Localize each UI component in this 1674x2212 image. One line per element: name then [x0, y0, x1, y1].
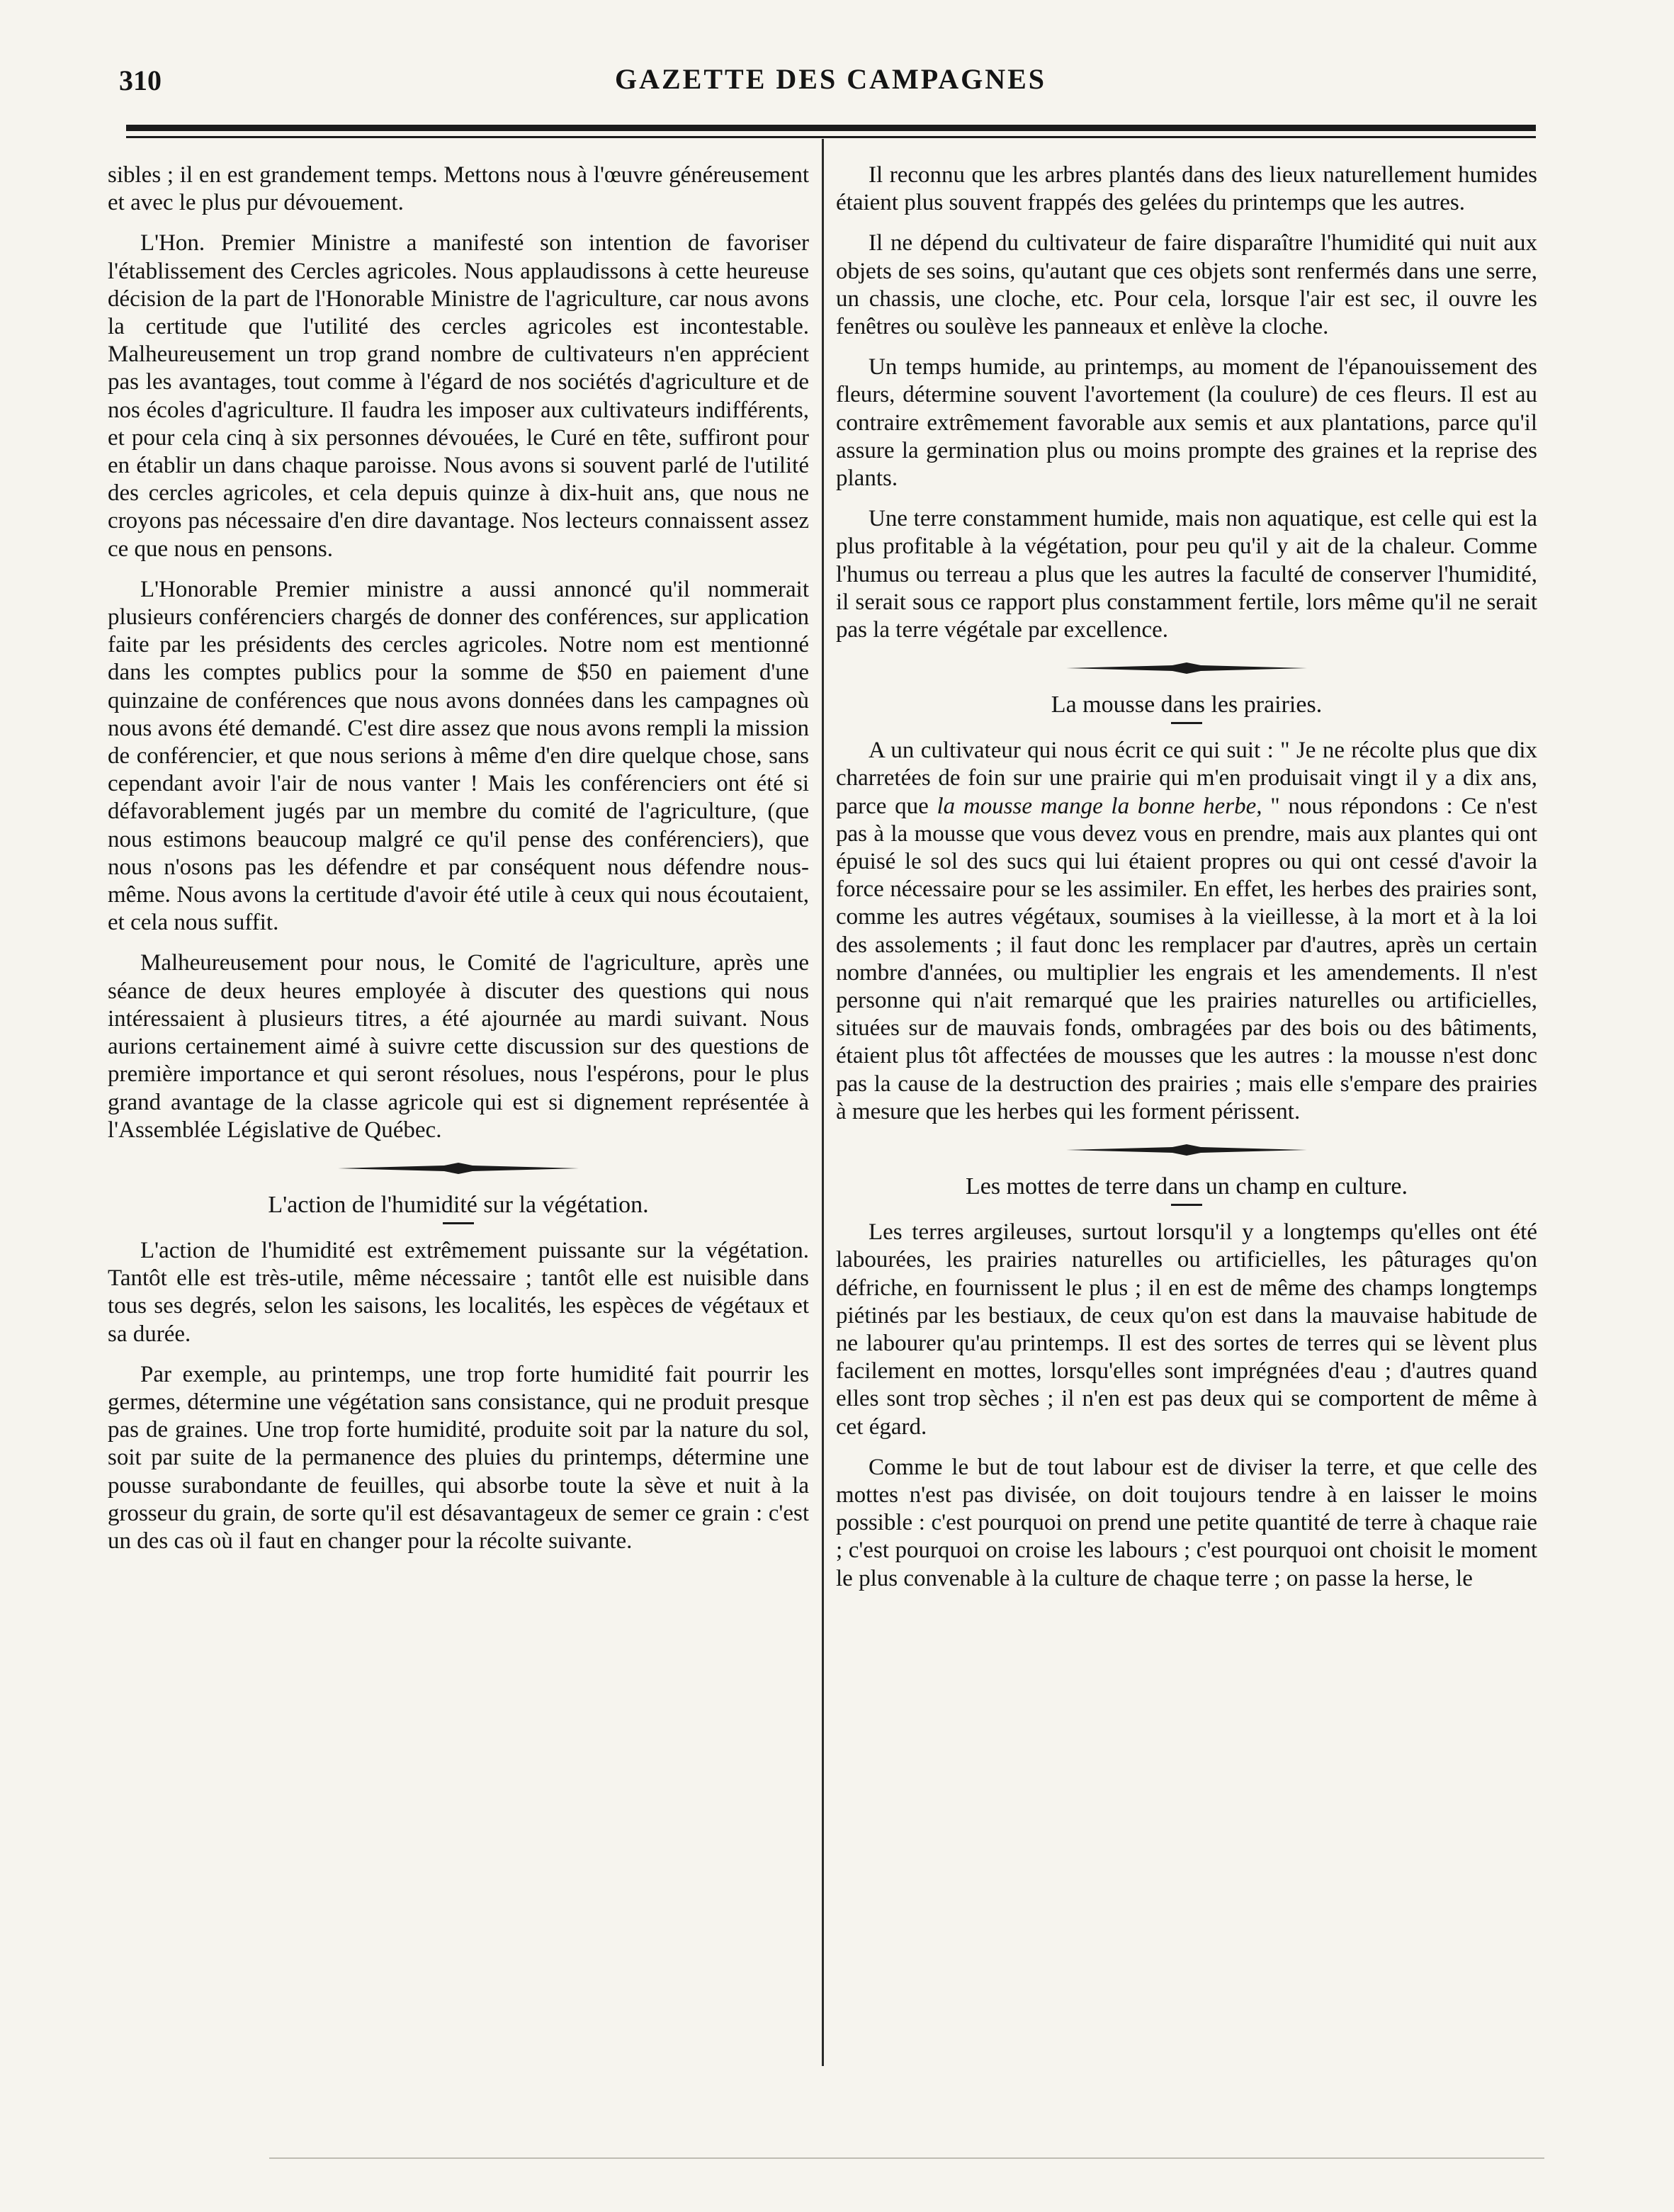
- quoted-phrase: la mousse mange la bonne herbe,: [937, 793, 1262, 819]
- section-title: L'action de l'humidité sur la végétation.: [268, 1191, 649, 1218]
- paragraph: Il reconnu que les arbres plantés dans des lieux naturellement humides étaient plus souvent frappés des gelées du printemps que les autres.: [836, 162, 1537, 216]
- paragraph: Comme le but de tout labour est de diviser la terre, et que celle des mottes n'est pas divisée, on doit toujours tendre à en laisser le moins possible : c'est pourquoi on prend une petite quantité de terre à chaque raie ; c'est pourquoi on croise les labours ; c'est pourquoi ont choisit le moment le plus convenable à la culture de chaque terre ; on passe la herse, le: [836, 1454, 1537, 1591]
- header-rule-thick: [126, 125, 1536, 131]
- section-header-humidite: [108, 1160, 809, 1224]
- paragraph: L'Hon. Premier Ministre a manifesté son intention de favoriser l'établissement des Cercles agricoles. Nous applaudissons à cette heureuse décision de la part de l'Honorable Ministre de l'agriculture, car nous avons la certitude que l'utilité des cercles agricoles est incontestable. Malheureusement un trop grand nombre de cultivateurs n'en apprécient pas les avantages, tout comme à l'égard de nos sociétés d'agriculture et de nos écoles d'agriculture. Il faudra les imposer aux cultivateurs indifférents, et pour cela cinq à six personnes dévouées, le Curé en tête, suffiront pour en établir un dans chaque paroisse. Nous avons si souvent parlé de l'utilité des cercles agricoles, et cela depuis quinze à dix-huit ans, que nous ne croyons pas nécessaire d'en dire davantage. Nos lecteurs connaissent assez ce que nous en pensons.: [108, 230, 809, 562]
- running-title: GAZETTE DES CAMPAGNES: [615, 63, 1047, 95]
- header-rule-thin: [126, 136, 1536, 138]
- paragraph: Par exemple, au printemps, une trop forte humidité fait pourrir les germes, détermine une végétation sans consistance, qui ne produit presque pas de graines. Une trop forte humidité, produite soit par la nature du sol, soit par suite de la permanence des pluies du printemps, détermine une pousse surabondante de feuilles, qui absorbe toute la sève et nuit à la grosseur du grain, de sorte qu'il est désavantageux de semer ce grain : c'est un des cas où il faut en changer pour la récolte suivante.: [108, 1361, 809, 1554]
- paragraph: Il ne dépend du cultivateur de faire disparaître l'humidité qui nuit aux objets de ses soins, qu'autant que ces objets sont renfermés dans une serre, un chassis, une cloche, etc. Pour cela, lorsque l'air est sec, il ouvre les fenêtres ou soulève les panneaux et enlève la cloche.: [836, 230, 1537, 340]
- paragraph: Un temps humide, au printemps, au moment de l'épanouissement des fleurs, détermine souvent l'avortement (la coulure) de ces fleurs. Il est au contraire extrêmement favorable aux semis et aux plantations, parce qu'il assure la germination plus ou moins prompte des graines et la reprise des plants.: [836, 354, 1537, 492]
- section-title: Les mottes de terre dans un champ en culture.: [965, 1173, 1408, 1200]
- paragraph: [836, 737, 1537, 1126]
- paragraph: Malheureusement pour nous, le Comité de l'agriculture, après une séance de deux heures employée à discuter des questions qui nous intéressaient à plusieurs titres, a été ajournée au mardi suivant. Nous aurions certainement aimé à suivre cette discussion sur des questions de première importance et qui seront résolues, nous l'espérons, pour le plus grand avantage de la classe agricole qui est si dignement représentée à l'Assemblée Législative de Québec.: [108, 950, 809, 1143]
- paragraph: L'action de l'humidité est extrêmement puissante sur la végétation. Tantôt elle est très-utile, même nécessaire ; tantôt elle est nuisible dans tous ses degrés, selon les saisons, les localités, les espèces de végétaux et sa durée.: [108, 1237, 809, 1347]
- right-column: [836, 162, 1537, 1606]
- section-separator: [836, 1141, 1537, 1163]
- section-title: La mousse dans les prairies.: [1051, 692, 1323, 718]
- section-header-mottes: [836, 1141, 1537, 1206]
- title-dash: [1171, 722, 1202, 724]
- title-dash: [1171, 1204, 1202, 1206]
- paragraph-text: " nous répondons : Ce n'est pas à la mousse que vous devez vous en prendre, mais aux plantes qui ont épuisé le sol des sucs qui lui étaient propres ou qui ont cessé d'avoir la force nécessaire pour se les assimiler. En effet, les herbes des prairies sont, comme les autres végétaux, soumises à la vieillesse, à la mort et à la loi des assolements ; il faut donc les remplacer par d'autres, après un certain nombre d'années, ou multiplier les engrais et les amendements. Il n'est personne qui n'ait remarqué que les prairies naturelles ou artificielles, situées sur de mauvais fonds, ombragées par des bois ou des bâtiments, étaient plus tôt affectées de mousses que les autres : la mousse n'est donc pas la cause de la destruction des prairies ; mais elle s'empare des prairies à mesure que les herbes qui les forment périssent.: [836, 793, 1538, 1124]
- paragraph-text: A un cultivateur qui nous écrit ce qui suit : " Je ne récolte plus que dix charretées de foin sur une prairie qui m'en produisait vingt il y a dix ans, parce que: [836, 738, 1537, 819]
- paragraph: Les terres argileuses, surtout lorsqu'il y a longtemps qu'elles ont été labourées, les prairies naturelles ou artificielles, les pâturages qu'on défriche, en fournissent le plus ; il en est de même des champs longtemps piétinés par les bestiaux, de ceux qu'on est dans la mauvaise habitude de ne labourer qu'au printemps. Il est des sortes de terres qui se lèvent plus facilement en mottes, lorsqu'elles sont imprégnées d'eau ; d'autres quand elles sont trop sèches ; il n'en est pas deux qui se comportent de même à cet égard.: [836, 1219, 1537, 1440]
- page-number: 310: [119, 64, 162, 96]
- paragraph: Une terre constamment humide, mais non aquatique, est celle qui est la plus profitable à la végétation, pour peu qu'il y ait de la chaleur. Comme l'humus ou terreau a plus que les autres la faculté de conserver l'humidité, il serait sous ce rapport plus constamment fertile, lors même qu'il ne serait pas la terre végétale par excellence.: [836, 506, 1537, 643]
- left-column: [108, 162, 809, 1568]
- column-divider: [822, 139, 824, 2066]
- title-dash: [443, 1222, 474, 1224]
- section-header-mousse: [836, 660, 1537, 724]
- bottom-rule: [269, 2157, 1544, 2159]
- section-separator: [108, 1160, 809, 1181]
- paragraph: L'Honorable Premier ministre a aussi annoncé qu'il nommerait plusieurs conférenciers chargés de donner des conférences, sur application faite par les présidents des cercles agricoles. Notre nom est mentionné dans les comptes publics pour la somme de $50 en paiement d'une quinzaine de conférences que nous avons données dans les campagnes où nous avons été demandé. C'est dire assez que nous avons rempli la mission de conférencier, et que nous serions à même d'en dire quelque chose, sans cependant avoir l'air de nous vanter ! Mais les conférenciers ont été si défavorablement jugés par un membre du comité de l'agriculture, (que nous estimons beaucoup malgré ce qu'il pense des conférenciers), que nous n'osons pas les défendre et par conséquent nous défendre nous-même. Nous avons la certitude d'avoir été utile à ceux qui nous écoutaient, et cela nous suffit.: [108, 576, 809, 936]
- paragraph: sibles ; il en est grandement temps. Mettons nous à l'œuvre généreusement et avec le plus pur dévouement.: [108, 162, 809, 216]
- section-separator: [836, 660, 1537, 681]
